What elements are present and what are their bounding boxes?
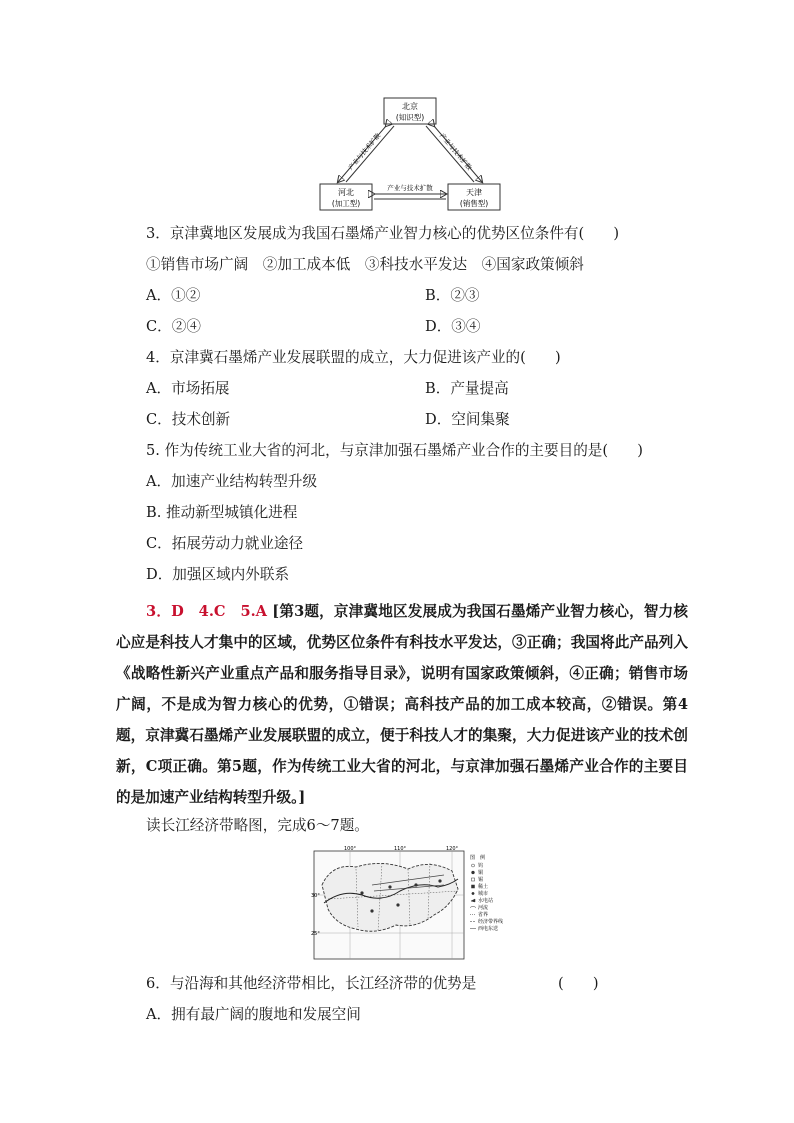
beijing-type: (知识型) [395, 113, 425, 122]
q4-option-c[interactable]: C．技术创新 [146, 411, 231, 428]
svg-text:图 例: 图 例 [470, 855, 486, 861]
lon-label-110: 110° [393, 846, 407, 852]
svg-text:省界: 省界 [478, 912, 489, 918]
answer-keys: 3．D 4.C 5.A [146, 603, 267, 620]
svg-text:钨: 钨 [478, 863, 484, 869]
map-intro: 读长江经济带略图，完成6～7题。 [146, 817, 369, 834]
q5-option-d[interactable]: D．加强区域内外联系 [146, 566, 290, 583]
lon-label-120: 120° [445, 846, 459, 852]
svg-text:稀土: 稀土 [478, 884, 489, 890]
arrow-label-left: 产业与技术扩散 [346, 131, 383, 172]
svg-text:经济带界线: 经济带界线 [478, 919, 504, 925]
q3-option-c[interactable]: C．②④ [146, 318, 201, 335]
svg-text:铜: 铜 [478, 870, 484, 876]
svg-text:锡: 锡 [478, 877, 484, 883]
q4-option-b[interactable]: B．产量提高 [425, 380, 509, 397]
map-legend [470, 854, 503, 932]
hebei-name: 河北 [338, 188, 354, 197]
q5-option-a[interactable]: A．加速产业结构转型升级 [146, 473, 318, 490]
q3-stem: 3．京津冀地区发展成为我国石墨烯产业智力核心的优势区位条件有( ) [146, 225, 620, 242]
tianjin-name: 天津 [466, 188, 482, 197]
answer-text: [第3题，京津冀地区发展成为我国石墨烯产业智力核心，智力核心应是科技人才集中的区域，优势区位条件有科技水平发达，③正确；我国将此产品列入《战略性新兴产业重点产品和服务指导目录》，说明有国家政策倾斜，④正确；销售市场广阔，不是成为智力核心的优势，①错误；高科技产品的加工成本较高，②错误。第4题，京津冀石墨烯产业发展联盟的成立，便于科技人才的集聚，大力促进该产业的技术创新，C项正确。第5题，作为传统工业大省的河北，与京津加强石墨烯产业合作的主要目的是加速产业结构转型升级。] [116, 603, 688, 806]
q4-option-a[interactable]: A．市场拓展 [146, 380, 230, 397]
q4-stem: 4．京津冀石墨烯产业发展联盟的成立，大力促进该产业的( ) [146, 349, 561, 366]
arrow-label-bottom: 产业与技术扩散 [387, 184, 433, 192]
hebei-type: (加工型) [331, 199, 361, 208]
lat-label-25: 25° [311, 931, 320, 937]
industry-diffusion-diagram [318, 96, 502, 212]
q6-option-a[interactable]: A．拥有最广阔的腹地和发展空间 [146, 1006, 361, 1023]
q3-option-b[interactable]: B．②③ [425, 287, 480, 304]
arrow-hebei-tianjin [374, 194, 446, 199]
yangtze-economic-belt-map [312, 845, 528, 961]
svg-text:水电站: 水电站 [478, 898, 494, 904]
q4-option-d[interactable]: D．空间集聚 [425, 411, 510, 428]
q3-option-a[interactable]: A．①② [146, 287, 201, 304]
q3-option-d[interactable]: D．③④ [425, 318, 481, 335]
tianjin-type: (销售型) [459, 199, 489, 208]
svg-text:西电东送: 西电东送 [478, 926, 499, 932]
beijing-name: 北京 [402, 102, 418, 111]
q6-stem: 6．与沿海和其他经济带相比，长江经济带的优势是 [146, 975, 477, 992]
svg-text:城市: 城市 [478, 891, 489, 897]
q5-stem: 5. 作为传统工业大省的河北，与京津加强石墨烯产业合作的主要目的是( ) [146, 442, 643, 459]
q6-paren: ( ) [558, 975, 599, 992]
arrow-label-right: 产业与技术扩散 [437, 131, 474, 172]
lat-label-30: 30° [311, 893, 320, 899]
q3-items: ①销售市场广阔 ②加工成本低 ③科技水平发达 ④国家政策倾斜 [146, 256, 584, 273]
q5-option-b[interactable]: B. 推动新型城镇化进程 [146, 504, 298, 521]
lon-label-100: 100° [343, 846, 357, 852]
svg-text:河流: 河流 [478, 905, 489, 911]
answer-explanation [116, 596, 688, 813]
q5-option-c[interactable]: C．拓展劳动力就业途径 [146, 535, 304, 552]
